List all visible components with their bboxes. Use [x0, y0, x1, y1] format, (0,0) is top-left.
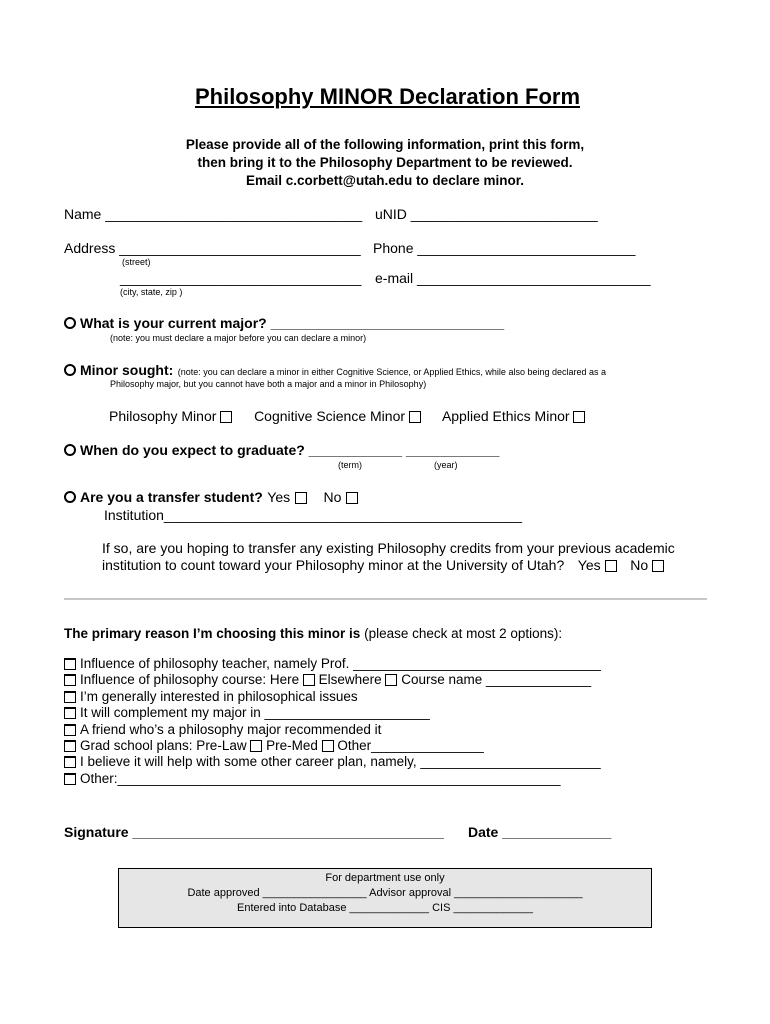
credit-yes-checkbox[interactable] [605, 560, 617, 572]
dept-heading: For department use only [325, 872, 445, 884]
intro-line-2: then bring it to the Philosophy Department to be reviewed. [197, 155, 573, 170]
reason-other-field[interactable]: Other:___________________________________________________________ [80, 770, 561, 786]
reason-friend [64, 722, 601, 738]
cognitive-science-minor-checkbox[interactable] [409, 411, 421, 423]
grad-other-field[interactable]: Other_______________ [333, 738, 484, 754]
bullet-icon [64, 491, 76, 503]
minor-note-2: Philosophy major, but you cannot have both a major and a minor in Philosophy) [110, 379, 427, 389]
reason-teacher-checkbox[interactable] [64, 658, 76, 670]
signature-field[interactable]: Signature ________________________________________ [64, 824, 444, 840]
minor-options [109, 408, 585, 424]
minor-sought-label: Minor sought: [80, 362, 174, 378]
pre-med-label: Pre-Med [262, 738, 322, 754]
date-field[interactable]: Date ______________ [468, 824, 612, 840]
unid-field[interactable]: uNID ________________________ [375, 206, 598, 222]
graduate-label: When do you expect to graduate? ____________ ____________ [80, 442, 500, 458]
credit-yes-label: Yes [577, 557, 601, 573]
reason-teacher-label: Influence of philosophy teacher, namely Prof. _________________________________ [80, 656, 601, 671]
pre-law-checkbox[interactable] [250, 740, 262, 752]
reason-grad-school [64, 738, 601, 754]
transfer-no-checkbox[interactable] [346, 492, 358, 504]
phone-field[interactable]: Phone ____________________________ [373, 240, 636, 256]
course-name-field[interactable]: Course name ______________ [397, 672, 592, 688]
philosophy-minor-label: Philosophy Minor [109, 408, 217, 424]
transfer-yes-label: Yes [267, 489, 291, 505]
name-field[interactable]: Name _________________________________ [64, 206, 363, 222]
address-line-2[interactable]: _______________________________ [120, 270, 362, 286]
current-major-label: What is your current major? ______________________________ [80, 315, 505, 331]
cognitive-science-minor-label: Cognitive Science Minor [254, 408, 406, 424]
year-note: (year) [434, 460, 458, 470]
applied-ethics-minor-label: Applied Ethics Minor [441, 408, 570, 424]
reason-course-checkbox[interactable] [64, 674, 76, 686]
credit-no-label: No [630, 557, 649, 573]
reason-course [64, 672, 601, 688]
intro-line-3: Email c.corbett@utah.edu to declare minor. [246, 173, 524, 188]
philosophy-minor-checkbox[interactable] [220, 411, 232, 423]
transfer-yes-checkbox[interactable] [295, 492, 307, 504]
course-here-checkbox[interactable] [303, 674, 315, 686]
reason-teacher [64, 656, 601, 672]
reason-career [64, 754, 601, 770]
transfer-followup-2-text: institution to count toward your Philosophy minor at the University of Utah? [102, 557, 565, 573]
reasons-list [64, 656, 601, 787]
transfer-followup-1: If so, are you hoping to transfer any existing Philosophy credits from your previous academic [102, 540, 675, 556]
reason-career-checkbox[interactable] [64, 756, 76, 768]
reason-grad-school-checkbox[interactable] [64, 740, 76, 752]
intro-line-1: Please provide all of the following information, print this form, [185, 137, 585, 152]
graduate-question[interactable] [64, 442, 499, 458]
major-note: (note: you must declare a major before you can declare a minor) [110, 333, 367, 343]
city-note: (city, state, zip ) [120, 287, 183, 297]
term-note: (term) [338, 460, 362, 470]
department-use-box [118, 868, 652, 928]
credit-no-checkbox[interactable] [652, 560, 664, 572]
reason-course-label: Influence of philosophy course: Here [80, 672, 300, 688]
transfer-label: Are you a transfer student? [80, 489, 263, 505]
reason-interest [64, 689, 601, 705]
dept-approval-line: Date approved _________________ Advisor approval _____________________ [187, 887, 583, 899]
current-major-question[interactable] [64, 315, 504, 331]
reason-interest-checkbox[interactable] [64, 691, 76, 703]
course-elsewhere-label: Elsewhere [314, 672, 382, 688]
reasons-heading-bold: The primary reason I’m choosing this minor is [64, 626, 361, 641]
reason-career-label: I believe it will help with some other career plan, namely, ________________________ [80, 754, 601, 770]
bullet-icon [64, 317, 76, 329]
course-elsewhere-checkbox[interactable] [385, 674, 397, 686]
transfer-no-label: No [323, 489, 342, 505]
section-divider [64, 598, 707, 600]
reason-friend-label: A friend who’s a philosophy major recommended it [80, 721, 382, 737]
dept-database-line: Entered into Database _____________ CIS _____________ [236, 902, 534, 914]
applied-ethics-minor-checkbox[interactable] [573, 411, 585, 423]
address-field[interactable]: Address _______________________________ [64, 240, 361, 256]
reason-interest-label: I’m generally interested in philosophical issues [80, 688, 358, 704]
institution-field[interactable]: Institution______________________________________________ [104, 507, 523, 523]
reason-friend-checkbox[interactable] [64, 724, 76, 736]
reason-complement-label: It will complement my major in ______________________ [80, 705, 430, 721]
email-field[interactable]: e-mail ______________________________ [375, 270, 651, 286]
reasons-heading [64, 626, 562, 641]
bullet-icon [64, 444, 76, 456]
minor-sought-question [64, 362, 606, 380]
reasons-heading-rest: (please check at most 2 options): [360, 626, 563, 641]
transfer-question [64, 489, 358, 507]
reason-other-checkbox[interactable] [64, 773, 76, 785]
street-note: (street) [122, 257, 151, 267]
reason-complement-checkbox[interactable] [64, 707, 76, 719]
bullet-icon [64, 364, 76, 376]
reason-other [64, 771, 601, 787]
reason-grad-school-label: Grad school plans: Pre-Law [80, 738, 247, 754]
minor-note-1: (note: you can declare a minor in either Cognitive Science, or Applied Ethics, while also being declared as a [177, 367, 607, 377]
form-title: Philosophy MINOR Declaration Form [194, 84, 581, 109]
pre-med-checkbox[interactable] [322, 740, 334, 752]
transfer-followup-2 [102, 557, 664, 573]
reason-complement [64, 705, 601, 721]
